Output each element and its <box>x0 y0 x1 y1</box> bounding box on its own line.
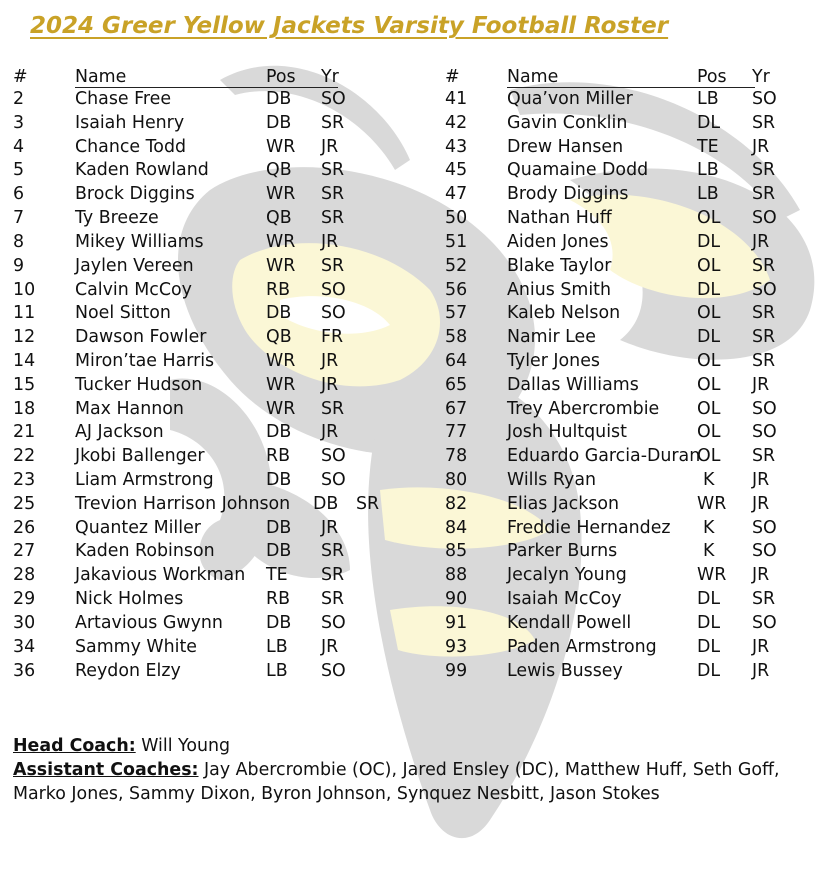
roster-header-row <box>445 67 825 88</box>
roster-row <box>13 540 393 564</box>
header-position: Pos <box>266 67 296 87</box>
player-number: 6 <box>13 184 25 205</box>
player-position: K <box>703 517 715 538</box>
roster-row <box>13 255 393 279</box>
player-position: OL <box>697 350 721 371</box>
player-number: 77 <box>445 422 468 443</box>
player-year: SO <box>321 279 346 300</box>
player-position: WR <box>266 231 296 252</box>
player-year: SR <box>752 589 776 610</box>
player-number: 65 <box>445 374 468 395</box>
player-name: Chase Free <box>75 89 172 109</box>
player-position: DL <box>697 612 721 633</box>
player-year: SO <box>752 279 777 300</box>
roster-row <box>13 231 393 255</box>
player-name: Elias Jackson <box>507 493 620 514</box>
player-name: Josh Hultquist <box>507 422 627 443</box>
player-year: JR <box>752 565 770 586</box>
roster-row <box>13 398 393 422</box>
roster-row <box>445 112 825 136</box>
player-number: 26 <box>13 517 36 538</box>
player-number: 10 <box>13 279 36 300</box>
player-year: SR <box>321 398 345 419</box>
assistant-coaches-line <box>13 758 828 806</box>
roster-row <box>445 279 825 303</box>
player-number: 27 <box>13 541 36 562</box>
player-position: OL <box>697 208 721 229</box>
roster-row <box>13 88 393 112</box>
player-name: Wills Ryan <box>507 470 596 490</box>
player-year: JR <box>321 136 339 157</box>
player-name: Kaleb Nelson <box>507 303 621 324</box>
player-year: JR <box>321 374 339 395</box>
roster-row <box>445 517 825 541</box>
player-name: AJ Jackson <box>75 422 164 443</box>
player-number: 7 <box>13 208 25 229</box>
player-name: Liam Armstrong <box>75 470 214 490</box>
player-number: 58 <box>445 327 468 348</box>
player-position: RB <box>266 279 291 300</box>
roster-row <box>13 350 393 374</box>
roster-row <box>445 350 825 374</box>
page-title: 2024 Greer Yellow Jackets Varsity Football Roster <box>30 13 669 39</box>
roster-row <box>445 255 825 279</box>
roster-row <box>13 302 393 326</box>
roster-row <box>445 302 825 326</box>
player-number: 9 <box>13 255 25 276</box>
player-name: Noel Sitton <box>75 303 171 324</box>
player-position: DL <box>697 589 721 610</box>
player-year: SO <box>752 89 777 109</box>
head-coach-name: Will Young <box>141 736 231 756</box>
player-year: SO <box>321 660 346 681</box>
player-number: 36 <box>13 660 36 681</box>
player-position: OL <box>697 255 721 276</box>
player-number: 43 <box>445 136 468 157</box>
player-year: SO <box>321 470 346 490</box>
player-year: JR <box>321 422 339 443</box>
player-position: LB <box>697 184 719 205</box>
player-year: SR <box>321 184 345 205</box>
player-year: JR <box>321 231 339 252</box>
roster-row <box>445 88 825 112</box>
player-position: K <box>703 541 715 562</box>
roster-row <box>13 445 393 469</box>
player-year: JR <box>752 231 770 252</box>
player-name: Reydon Elzy <box>75 660 181 681</box>
player-name: Jaylen Vereen <box>75 255 194 276</box>
player-position: WR <box>266 136 296 157</box>
player-name: Qua’von Miller <box>507 89 633 109</box>
player-name: Paden Armstrong <box>507 636 657 657</box>
header-number: # <box>445 67 460 87</box>
player-number: 93 <box>445 636 468 657</box>
player-position: DL <box>697 636 721 657</box>
player-number: 78 <box>445 446 468 467</box>
roster-row <box>13 112 393 136</box>
player-name: Dallas Williams <box>507 374 639 395</box>
player-position: DL <box>697 231 721 252</box>
player-number: 29 <box>13 589 36 610</box>
player-number: 82 <box>445 493 468 514</box>
player-number: 64 <box>445 350 468 371</box>
player-position: DL <box>697 112 721 133</box>
player-position: WR <box>697 493 727 514</box>
player-position: RB <box>266 589 291 610</box>
player-name: Trey Abercrombie <box>507 398 660 419</box>
player-name: Artavious Gwynn <box>75 612 223 633</box>
player-number: 12 <box>13 327 36 348</box>
player-number: 2 <box>13 89 25 109</box>
player-year: SR <box>321 541 345 562</box>
player-name: Quamaine Dodd <box>507 160 649 181</box>
roster-row <box>445 493 825 517</box>
roster-row <box>13 564 393 588</box>
roster-row <box>13 493 393 517</box>
roster-row <box>445 231 825 255</box>
roster-row <box>13 612 393 636</box>
player-name: Tucker Hudson <box>75 374 203 395</box>
player-number: 15 <box>13 374 36 395</box>
player-number: 22 <box>13 446 36 467</box>
player-year: SO <box>752 422 777 443</box>
player-number: 42 <box>445 112 468 133</box>
player-year: SO <box>321 303 346 324</box>
player-name: Trevion Harrison Johnson <box>75 493 291 514</box>
player-position: RB <box>266 446 291 467</box>
roster-row <box>445 207 825 231</box>
head-coach-label: Head Coach: <box>13 736 136 756</box>
player-year: SO <box>752 612 777 633</box>
player-year: SO <box>321 89 346 109</box>
player-year: SR <box>752 255 776 276</box>
player-number: 99 <box>445 660 468 681</box>
player-name: Brock Diggins <box>75 184 195 205</box>
player-position: WR <box>266 184 296 205</box>
player-position: WR <box>697 565 727 586</box>
player-position: DL <box>697 279 721 300</box>
roster-row <box>13 326 393 350</box>
player-name: Namir Lee <box>507 327 596 348</box>
player-year: SR <box>321 160 345 181</box>
player-year: JR <box>321 350 339 371</box>
roster-row <box>445 469 825 493</box>
player-name: Aiden Jones <box>507 231 609 252</box>
player-number: 5 <box>13 160 25 181</box>
player-year: SR <box>321 589 345 610</box>
player-number: 67 <box>445 398 468 419</box>
player-name: Freddie Hernandez <box>507 517 671 538</box>
player-name: Eduardo Garcia-Duran <box>507 446 701 467</box>
player-number: 84 <box>445 517 468 538</box>
player-year: SR <box>321 208 345 229</box>
roster-row <box>445 136 825 160</box>
player-year: SR <box>752 160 776 181</box>
roster-row <box>445 374 825 398</box>
player-year: SR <box>752 303 776 324</box>
player-year: JR <box>752 493 770 514</box>
player-number: 34 <box>13 636 36 657</box>
player-name: Jecalyn Young <box>507 565 627 586</box>
roster-row <box>13 636 393 660</box>
player-name: Kaden Robinson <box>75 541 215 562</box>
roster-left-column <box>13 67 393 683</box>
player-number: 47 <box>445 184 468 205</box>
player-position: QB <box>266 208 292 229</box>
player-year: SR <box>752 350 776 371</box>
roster-row <box>445 588 825 612</box>
roster-row <box>445 445 825 469</box>
player-position: DB <box>266 541 292 562</box>
roster-row <box>445 660 825 684</box>
player-year: JR <box>321 517 339 538</box>
player-name: Dawson Fowler <box>75 327 207 348</box>
player-name: Parker Burns <box>507 541 618 562</box>
player-name: Mikey Williams <box>75 231 204 252</box>
header-year: Yr <box>752 67 770 87</box>
roster-header-row <box>13 67 393 88</box>
player-number: 85 <box>445 541 468 562</box>
assistant-coaches-names: Jay Abercrombie (OC), Jared Ensley (DC), Matthew Huff, Seth Goff, Marko Jones, Sammy Dixon, Byron Johnson, Synquez Nesbitt, Jason Stokes <box>13 760 780 804</box>
player-year: FR <box>321 327 344 348</box>
player-year: SO <box>321 446 346 467</box>
player-year: SO <box>752 398 777 419</box>
player-position: WR <box>266 255 296 276</box>
player-name: Ty Breeze <box>75 208 159 229</box>
roster-row <box>13 159 393 183</box>
roster-row <box>13 588 393 612</box>
roster-row <box>445 421 825 445</box>
player-position: TE <box>697 136 719 157</box>
player-position: QB <box>266 160 292 181</box>
player-position: LB <box>266 636 288 657</box>
player-name: Isaiah Henry <box>75 112 185 133</box>
player-name: Kaden Rowland <box>75 160 209 181</box>
player-name: Sammy White <box>75 636 197 657</box>
player-number: 91 <box>445 612 468 633</box>
player-year: SR <box>321 255 345 276</box>
player-year: JR <box>752 660 770 681</box>
player-position: DB <box>313 493 339 514</box>
player-year: JR <box>752 374 770 395</box>
player-name: Isaiah McCoy <box>507 589 622 610</box>
player-position: OL <box>697 422 721 443</box>
player-position: WR <box>266 350 296 371</box>
player-name: Nick Holmes <box>75 589 184 610</box>
player-year: SO <box>752 208 777 229</box>
roster-row <box>13 183 393 207</box>
player-position: DL <box>697 660 721 681</box>
player-year: SO <box>321 612 346 633</box>
roster-row <box>445 398 825 422</box>
roster-row <box>13 469 393 493</box>
player-year: JR <box>321 636 339 657</box>
player-position: OL <box>697 303 721 324</box>
player-position: LB <box>697 89 719 109</box>
player-position: QB <box>266 327 292 348</box>
player-position: LB <box>266 660 288 681</box>
player-name: Nathan Huff <box>507 208 612 229</box>
player-number: 4 <box>13 136 25 157</box>
roster-right-column <box>445 67 825 683</box>
player-name: Kendall Powell <box>507 612 632 633</box>
player-year: SR <box>321 112 345 133</box>
player-number: 8 <box>13 231 25 252</box>
player-number: 88 <box>445 565 468 586</box>
player-number: 80 <box>445 470 468 490</box>
player-year: SR <box>752 184 776 205</box>
player-number: 56 <box>445 279 468 300</box>
player-number: 28 <box>13 565 36 586</box>
roster-row <box>445 159 825 183</box>
player-position: WR <box>266 374 296 395</box>
player-position: WR <box>266 398 296 419</box>
roster-row <box>13 421 393 445</box>
roster-row <box>445 612 825 636</box>
player-position: OL <box>697 398 721 419</box>
player-year: JR <box>752 470 770 490</box>
player-number: 11 <box>13 303 36 324</box>
player-position: DB <box>266 89 292 109</box>
player-number: 14 <box>13 350 36 371</box>
player-name: Quantez Miller <box>75 517 201 538</box>
player-name: Chance Todd <box>75 136 187 157</box>
player-name: Jkobi Ballenger <box>75 446 205 467</box>
player-name: Anius Smith <box>507 279 612 300</box>
player-position: DB <box>266 303 292 324</box>
player-year: JR <box>752 136 770 157</box>
player-year: SO <box>752 541 777 562</box>
player-number: 3 <box>13 112 25 133</box>
header-name: Name <box>507 67 559 87</box>
coaching-staff <box>13 734 828 806</box>
player-number: 25 <box>13 493 36 514</box>
player-position: DL <box>697 327 721 348</box>
player-year: SR <box>356 493 380 514</box>
player-year: SR <box>752 446 776 467</box>
player-year: SR <box>752 112 776 133</box>
player-number: 21 <box>13 422 36 443</box>
header-name: Name <box>75 67 127 87</box>
player-number: 57 <box>445 303 468 324</box>
player-year: SO <box>752 517 777 538</box>
roster-row <box>445 636 825 660</box>
player-number: 50 <box>445 208 468 229</box>
roster-row <box>13 660 393 684</box>
roster-row <box>13 374 393 398</box>
player-name: Blake Taylor <box>507 255 612 276</box>
player-number: 18 <box>13 398 36 419</box>
roster-row <box>445 183 825 207</box>
player-position: OL <box>697 446 721 467</box>
player-name: Max Hannon <box>75 398 184 419</box>
player-position: OL <box>697 374 721 395</box>
player-number: 45 <box>445 160 468 181</box>
assistant-coaches-label: Assistant Coaches: <box>13 760 199 780</box>
roster-row <box>13 207 393 231</box>
header-position: Pos <box>697 67 727 87</box>
player-year: SR <box>321 565 345 586</box>
player-number: 23 <box>13 470 36 490</box>
roster-row <box>445 326 825 350</box>
header-year: Yr <box>321 67 339 87</box>
player-number: 52 <box>445 255 468 276</box>
head-coach-line <box>13 734 828 758</box>
roster-row <box>445 564 825 588</box>
player-name: Drew Hansen <box>507 136 624 157</box>
player-year: SR <box>752 327 776 348</box>
player-position: DB <box>266 112 292 133</box>
player-position: K <box>703 470 715 490</box>
player-number: 41 <box>445 89 468 109</box>
player-number: 90 <box>445 589 468 610</box>
player-position: DB <box>266 517 292 538</box>
player-name: Jakavious Workman <box>75 565 246 586</box>
player-name: Brody Diggins <box>507 184 629 205</box>
player-position: DB <box>266 422 292 443</box>
player-position: TE <box>266 565 288 586</box>
player-name: Miron’tae Harris <box>75 350 215 371</box>
player-name: Gavin Conklin <box>507 112 628 133</box>
roster-row <box>13 136 393 160</box>
header-number: # <box>13 67 28 87</box>
player-name: Tyler Jones <box>507 350 600 371</box>
player-position: LB <box>697 160 719 181</box>
player-number: 30 <box>13 612 36 633</box>
roster-row <box>13 517 393 541</box>
player-number: 51 <box>445 231 468 252</box>
player-year: JR <box>752 636 770 657</box>
roster-row <box>13 279 393 303</box>
player-position: DB <box>266 470 292 490</box>
player-name: Lewis Bussey <box>507 660 623 681</box>
roster-row <box>445 540 825 564</box>
player-position: DB <box>266 612 292 633</box>
player-name: Calvin McCoy <box>75 279 192 300</box>
